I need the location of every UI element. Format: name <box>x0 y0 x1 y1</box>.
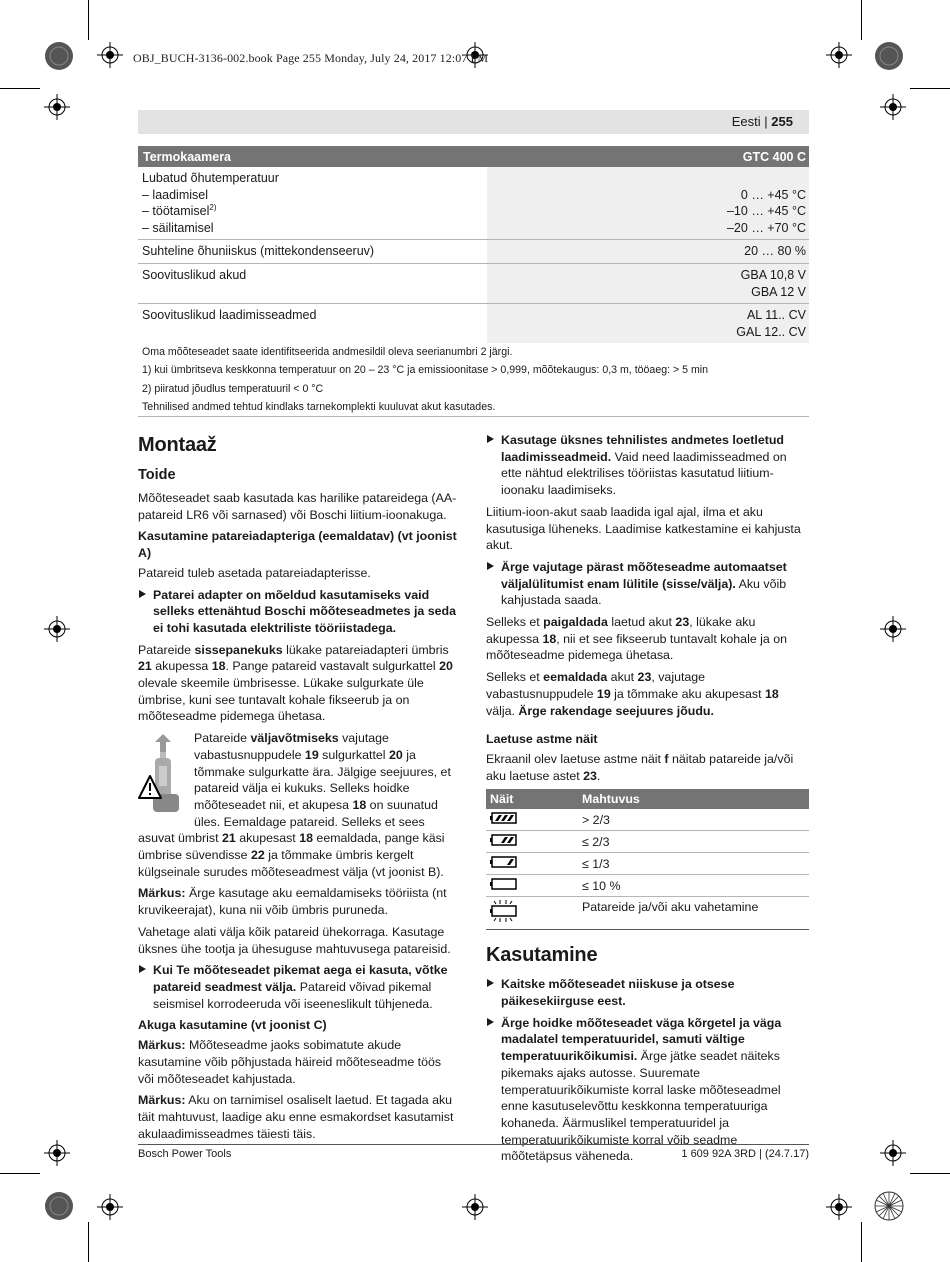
spec-row: Lubatud õhutemperatuur – laadimisel – töötamisel$^{2)}$ – säilitamisel 0 … +45 °C –10 … +45 °C –20 … +70 °C <box>138 167 809 240</box>
spec-row: Soovituslikud akud GBA 10,8 V GBA 12 V <box>138 264 809 304</box>
warning-bullet: Patarei adapter on mõeldud kasutamiseks vaid selleks ettenähtud Boschi mõõteseadmetes ja seda ei tohi kasutada elektriliste tööriistadega. <box>138 587 460 637</box>
header-language: Eesti <box>731 114 761 129</box>
charge-table-header: Näit Mahtuvus <box>486 789 809 809</box>
crosshair-target-icon <box>880 1140 906 1166</box>
spec-table <box>138 146 809 343</box>
paragraph: Liitium-ioon-akut saab laadida igal ajal, ilma et aku kasutusiga lüheneks. Laadimise katkestamine ei kahjusta akut. <box>486 504 801 553</box>
spec-table-model: GTC 400 C <box>742 149 806 164</box>
crosshair-target-icon <box>880 94 906 120</box>
table-row: ≤ 2/3 <box>486 831 809 853</box>
table-row: ≤ 1/3 <box>486 853 809 875</box>
paragraph: Patareid tuleb asetada patareiadapterisse. <box>138 565 371 580</box>
crosshair-target-icon <box>826 42 852 68</box>
crop-mark <box>0 88 40 89</box>
bullet-triangle-icon <box>139 590 146 598</box>
crosshair-target-icon <box>97 1194 123 1220</box>
bullet-triangle-icon <box>487 979 494 987</box>
spec-table-header <box>138 146 809 167</box>
battery-removal-figure <box>138 730 460 880</box>
crop-mark <box>0 1173 40 1174</box>
battery-full-icon <box>490 812 518 824</box>
paragraph: Patareide väljavõtmiseks vajutage vabastusnuppudele 19 sulgurkattel 20 ja tõmmake sulgurkatte ära. Jälgige seejuures, et patareid välja ei kukuks. Selleks hoidke mõõteseadet nii, et akupesa 18 on suunatud üles. Eemaldage patareid. Selleks et sees asuvat ümbrist 21 akupesast 18 eemaldada, pange käsi ümbrise süvendisse 22 ja tõmmake ümbris kergelt külgseinale surudes mõõteseadmest välja (vt joonist B). <box>138 731 451 879</box>
page-footer <box>138 1144 809 1160</box>
crosshair-target-icon <box>826 1194 852 1220</box>
spec-note: Tehnilised andmed tehtud kindlaks tarnekomplekti kuuluvat akut kasutades. <box>138 398 809 417</box>
warning-bullet: Kasutage üksnes tehnilistes andmetes loetletud laadimisseadmeid. Vaid need laadimisseadmed on ette nähtud elektrilises tööriistas kasutatud liitium-ioonaku laadimiseks. <box>486 432 809 499</box>
footer-brand: Bosch Power Tools <box>138 1148 232 1160</box>
bullet-triangle-icon <box>487 435 494 443</box>
paragraph: Selleks et eemaldada akut 23, vajutage vabastusnuppudele 19 ja tõmmake aku akupesast 18 välja. Ärge rakendage seejuures jõudu. <box>486 670 779 718</box>
registration-mark-icon <box>43 40 75 72</box>
subheading: Laetuse astme näit <box>486 732 598 747</box>
spec-notes <box>138 343 809 417</box>
spec-table-title: Termokaamera <box>143 149 232 164</box>
registration-mark-icon <box>43 1190 75 1222</box>
charge-level-table <box>486 789 809 930</box>
paragraph: Ekraanil olev laetuse astme näit f näitab patareide ja/või aku laetuse astet 23. <box>486 751 794 783</box>
print-slug: OBJ_BUCH-3136-002.book Page 255 Monday, July 24, 2017 12:07 PM <box>133 51 489 65</box>
registration-mark-icon <box>873 40 905 72</box>
footer-doc-code: 1 609 92A 3RD | (24.7.17) <box>681 1148 809 1160</box>
spec-row: Suhteline õhuniiskus (mittekondenseeruv) 20 … 80 % <box>138 240 809 264</box>
battery-one-third-icon <box>490 856 518 868</box>
crosshair-target-icon <box>44 1140 70 1166</box>
subheading: Kasutamine patareiadapteriga (eemaldatav) (vt joonist A) <box>138 529 457 561</box>
paragraph: Patareide sissepanekuks lükake patareiadapteri ümbris 21 akupessa 18. Pange patareid vastavalt sulgurkattel 20 olevale skeemile ümbrisesse. Lükake sulgurkate üle ümbrise, kuni see tuntavalt kohale fikseerub ja on mõõteseadme pidemega ühetasa. <box>138 642 453 724</box>
table-row: Patareide ja/või aku vahetamine <box>486 897 809 930</box>
crop-mark <box>88 1222 89 1262</box>
bullet-triangle-icon <box>139 965 146 973</box>
warning-bullet: Kui Te mõõteseadet pikemat aega ei kasuta, võtke patareid seadmest välja. Patareid võivad pikemal seismisel korrodeeruda või iseeneslikult tühjeneda. <box>138 962 460 1012</box>
section-title: Montaaž <box>138 434 217 456</box>
battery-removal-warning-icon <box>138 732 188 817</box>
spec-row: Soovituslikud laadimisseadmed AL 11.. CV GAL 12.. CV <box>138 304 809 343</box>
table-row: ≤ 10 % <box>486 875 809 897</box>
bullet-triangle-icon <box>487 562 494 570</box>
table-row: > 2/3 <box>486 809 809 831</box>
note: Märkus: Mõõteseadme jaoks sobimatute akude kasutamine võib põhjustada häireid mõõteseadme töös või mõõteseadet kahjustada. <box>138 1038 442 1086</box>
registration-mark-icon <box>873 1190 905 1222</box>
battery-two-thirds-icon <box>490 834 518 846</box>
subsection-title: Toide <box>138 467 176 483</box>
note: Märkus: Aku on tarnimisel osaliselt laetud. Et tagada aku täit mahtuvust, laadige aku enne esmakordset kasutamist akulaadimisseadmes täiesti täis. <box>138 1093 454 1141</box>
left-column <box>138 432 460 1147</box>
paragraph: Vahetage alati välja kõik patareid ühekorraga. Kasutage üksnes ühe tootja ja ühesuguse mahtuvusega patareisid. <box>138 924 451 956</box>
crosshair-target-icon <box>462 1194 488 1220</box>
paragraph: Selleks et paigaldada laetud akut 23, lükake aku akupessa 18, nii et see fikseerub tuntavalt kohale ja on mõõteseadme pidemega ühetasa. <box>486 615 788 663</box>
subheading: Akuga kasutamine (vt joonist C) <box>138 1018 327 1033</box>
bullet-triangle-icon <box>487 1018 494 1026</box>
warning-bullet: Ärge vajutage pärast mõõteseadme automaatset väljalülitumist enam lülitile (sisse/välja). Aku võib kahjustada saada. <box>486 559 809 609</box>
crosshair-target-icon <box>44 94 70 120</box>
warning-bullet: Kaitske mõõteseadet niiskuse ja otsese päikesekiirguse eest. <box>486 976 809 1009</box>
spec-note: Oma mõõteseadet saate identifitseerida andmesildil oleva seerianumbri 2 järgi. <box>142 346 513 358</box>
note: Märkus: Ärge kasutage aku eemaldamiseks tööriista (nt kruvikeerajat), kuna nii võib ümbris puruneda. <box>138 886 447 918</box>
crop-mark <box>910 1173 950 1174</box>
crop-mark <box>88 0 89 40</box>
section-title: Kasutamine <box>486 944 598 967</box>
crosshair-target-icon <box>44 616 70 642</box>
page-number: 255 <box>771 114 793 129</box>
right-column <box>486 432 809 1170</box>
crop-mark <box>861 1222 862 1262</box>
crop-mark <box>910 88 950 89</box>
spec-note: 2) piiratud jõudlus temperatuuril < 0 °C <box>142 382 324 395</box>
spec-note: 1) kui ümbritseva keskkonna temperatuur on 20 – 23 °C ja emissioonitase > 0,999, mõõtekaugus: 0,3 m, tööaeg: > 5 min <box>142 364 709 377</box>
crosshair-target-icon <box>880 616 906 642</box>
crosshair-target-icon <box>97 42 123 68</box>
paragraph: Mõõteseadet saab kasutada kas harilike patareidega (AA-patareid LR6 või sarnased) või Boschi liitium-ioonakuga. <box>138 491 457 522</box>
battery-empty-icon <box>490 878 518 890</box>
page-header: Eesti | 255 <box>138 110 809 134</box>
battery-replace-icon <box>490 900 518 922</box>
crop-mark <box>861 0 862 40</box>
warning-bullet: Ärge hoidke mõõteseadet väga kõrgetel ja väga madalatel temperatuuridel, samuti vältige temperatuurikõikumisi. Ärge jätke seadet näiteks pikemaks ajaks autosse. Suuremate temperatuurikõikumiste korral laske mõõteseadmel enne kasutuselevõttu keskkonna temperatuuriga kohaneda. Äärmuslikel temperatuuridel ja temperatuurikõikumiste korral võib seadme mõõtetäpsus väheneda. <box>486 1015 809 1165</box>
